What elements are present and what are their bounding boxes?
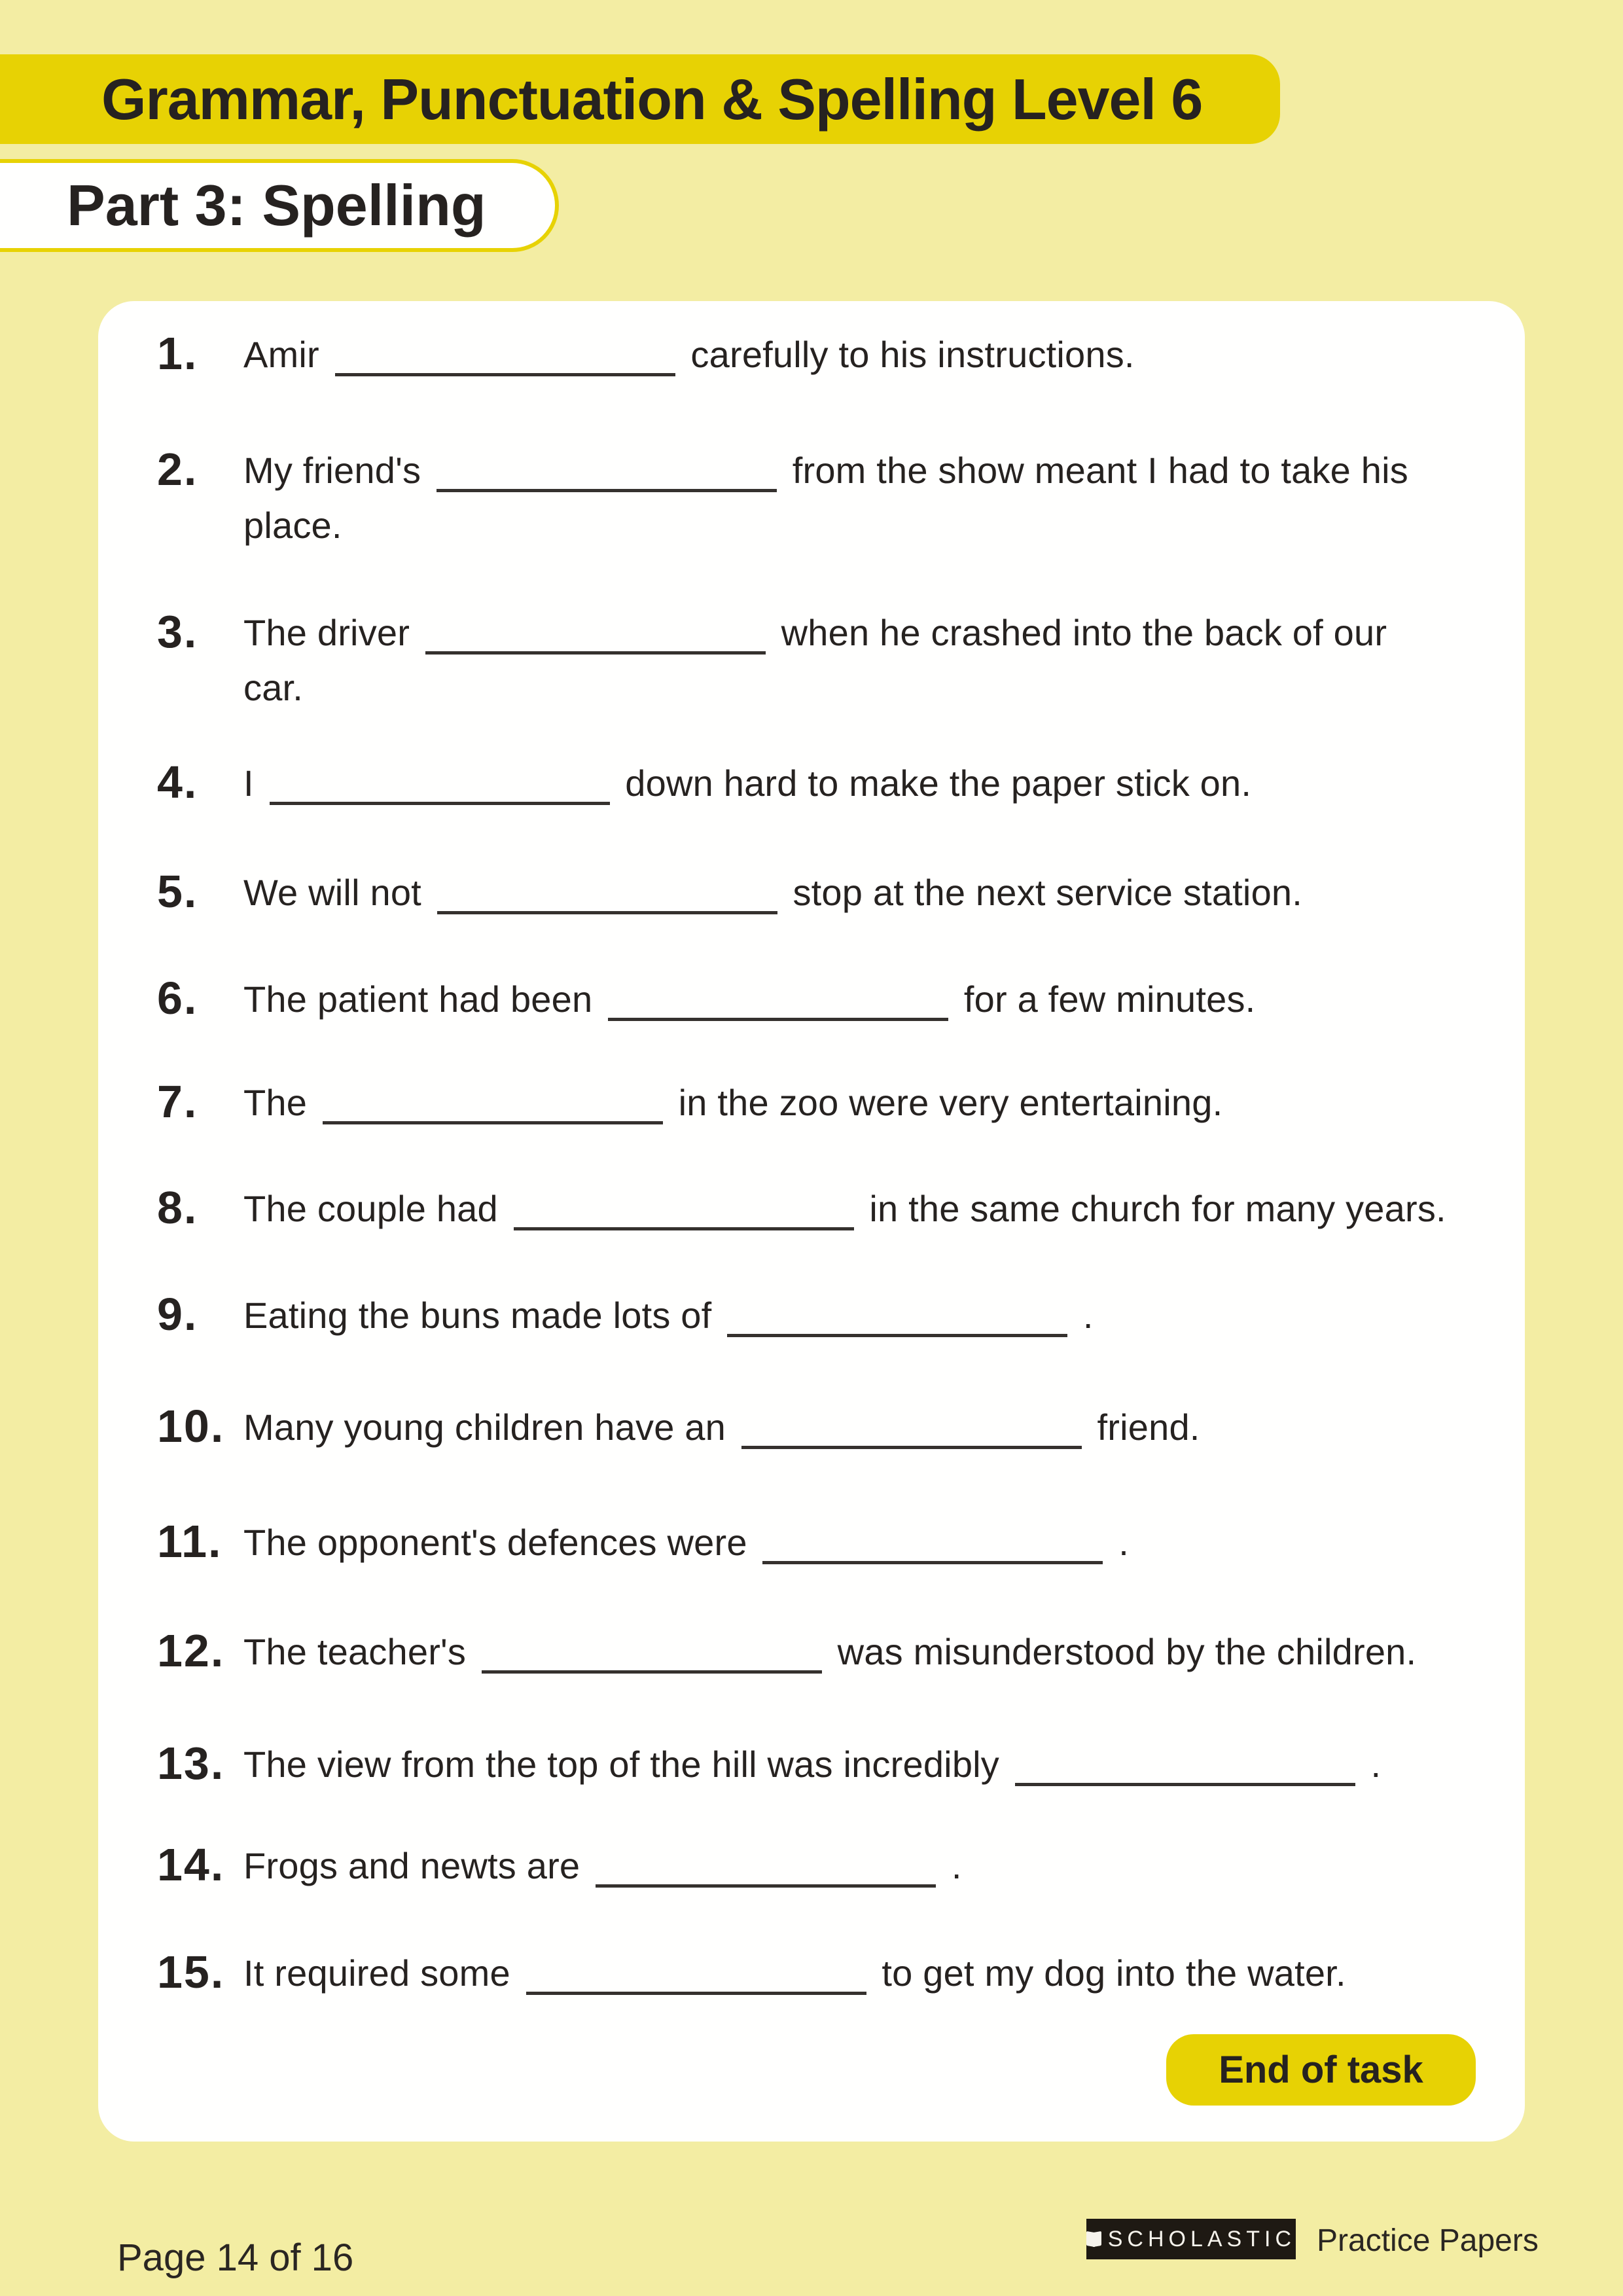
question-text-segment: The teacher's bbox=[243, 1631, 467, 1672]
question-text-segment: in the zoo were very entertaining. bbox=[678, 1082, 1223, 1123]
question-row bbox=[157, 756, 1492, 811]
question-text bbox=[243, 1624, 1492, 1679]
question-text-segment: . bbox=[1118, 1522, 1129, 1563]
question-row bbox=[157, 1400, 1492, 1455]
question-number: 2. bbox=[157, 444, 198, 495]
question-text-segment: My friend's bbox=[243, 450, 421, 491]
question-text-segment: for a few minutes. bbox=[963, 978, 1256, 1020]
question-number: 4. bbox=[157, 757, 198, 808]
part-heading-pill bbox=[0, 159, 559, 252]
question-row bbox=[157, 1839, 1492, 1893]
question-text-segment: stop at the next service station. bbox=[793, 872, 1303, 913]
question-number: 9. bbox=[157, 1289, 198, 1340]
question-text-segment: when he crashed into the back of our bbox=[781, 612, 1387, 653]
question-row bbox=[157, 972, 1492, 1027]
question-text-segment: The couple had bbox=[243, 1188, 498, 1229]
question-number: 5. bbox=[157, 866, 198, 917]
question-text bbox=[243, 605, 1492, 715]
question-text-segment: The driver bbox=[243, 612, 410, 653]
page-number-label: Page 14 of 16 bbox=[117, 2236, 354, 2279]
question-text-segment: to get my dog into the water. bbox=[882, 1952, 1346, 1994]
end-of-task-button[interactable]: End of task bbox=[1166, 2034, 1476, 2106]
question-number: 12. bbox=[157, 1625, 225, 1676]
scholastic-logo bbox=[1086, 2219, 1296, 2259]
answer-blank[interactable] bbox=[596, 1846, 936, 1888]
question-text-segment: The view from the top of the hill was incredibly bbox=[243, 1744, 1000, 1785]
question-text bbox=[243, 1075, 1492, 1130]
question-row bbox=[157, 1737, 1492, 1792]
question-text-segment: It required some bbox=[243, 1952, 510, 1994]
question-row bbox=[157, 865, 1492, 920]
questions-card bbox=[98, 301, 1525, 2142]
question-text-segment: The bbox=[243, 1082, 308, 1123]
question-text bbox=[243, 1515, 1492, 1570]
answer-blank[interactable] bbox=[335, 335, 675, 376]
question-text-segment: . bbox=[1082, 1295, 1094, 1336]
question-text-segment: friend. bbox=[1097, 1407, 1200, 1448]
question-text bbox=[243, 327, 1492, 382]
question-text bbox=[243, 1288, 1492, 1343]
question-text-segment: Amir bbox=[243, 334, 319, 375]
question-row bbox=[157, 1075, 1492, 1130]
question-text-segment: down hard to make the paper stick on. bbox=[625, 762, 1252, 804]
question-text-segment: . bbox=[1370, 1744, 1382, 1785]
question-text-segment: place. bbox=[243, 505, 342, 546]
question-number: 14. bbox=[157, 1839, 225, 1890]
question-number: 7. bbox=[157, 1076, 198, 1127]
publisher-name: SCHOLASTIC bbox=[1107, 2226, 1296, 2251]
open-book-icon bbox=[1086, 2232, 1101, 2246]
question-text-segment: carefully to his instructions. bbox=[690, 334, 1135, 375]
answer-blank[interactable] bbox=[437, 873, 777, 914]
question-text-segment: in the same church for many years. bbox=[869, 1188, 1446, 1229]
question-row bbox=[157, 1624, 1492, 1679]
question-text bbox=[243, 1946, 1492, 2001]
answer-blank[interactable] bbox=[526, 1954, 866, 1995]
question-row bbox=[157, 605, 1492, 715]
question-text bbox=[243, 1181, 1492, 1236]
question-text-segment: was misunderstood by the children. bbox=[837, 1631, 1417, 1672]
question-text bbox=[243, 443, 1492, 553]
question-text-segment: car. bbox=[243, 667, 304, 708]
question-row bbox=[157, 1288, 1492, 1343]
question-number: 10. bbox=[157, 1401, 225, 1452]
answer-blank[interactable] bbox=[727, 1296, 1067, 1337]
question-text-segment: Frogs and newts are bbox=[243, 1845, 580, 1886]
question-row bbox=[157, 443, 1492, 553]
answer-blank[interactable] bbox=[425, 613, 766, 655]
question-text bbox=[243, 756, 1492, 811]
question-row bbox=[157, 327, 1492, 382]
question-text bbox=[243, 865, 1492, 920]
question-text-segment: Eating the buns made lots of bbox=[243, 1295, 712, 1336]
question-text-segment: The opponent's defences were bbox=[243, 1522, 747, 1563]
question-text-segment: We will not bbox=[243, 872, 421, 913]
series-label: Practice Papers bbox=[1317, 2223, 1539, 2258]
question-number: 1. bbox=[157, 328, 198, 379]
question-number: 3. bbox=[157, 606, 198, 657]
question-number: 8. bbox=[157, 1182, 198, 1233]
answer-blank[interactable] bbox=[741, 1408, 1082, 1449]
question-text-segment: from the show meant I had to take his bbox=[792, 450, 1408, 491]
answer-blank[interactable] bbox=[482, 1632, 822, 1674]
course-title: Grammar, Punctuation & Spelling Level 6 bbox=[101, 66, 1203, 132]
question-row bbox=[157, 1181, 1492, 1236]
question-text-segment: I bbox=[243, 762, 254, 804]
question-text bbox=[243, 1400, 1492, 1455]
question-row bbox=[157, 1515, 1492, 1570]
question-number: 6. bbox=[157, 973, 198, 1024]
question-text bbox=[243, 1839, 1492, 1893]
answer-blank[interactable] bbox=[514, 1189, 854, 1230]
answer-blank[interactable] bbox=[608, 980, 948, 1021]
answer-blank[interactable] bbox=[762, 1523, 1103, 1564]
question-row bbox=[157, 1946, 1492, 2001]
question-number: 13. bbox=[157, 1738, 225, 1789]
question-text-segment: Many young children have an bbox=[243, 1407, 726, 1448]
question-text-segment: The patient had been bbox=[243, 978, 593, 1020]
answer-blank[interactable] bbox=[437, 451, 777, 492]
question-text bbox=[243, 972, 1492, 1027]
question-text-segment: . bbox=[951, 1845, 962, 1886]
question-number: 15. bbox=[157, 1946, 225, 1998]
course-title-banner bbox=[0, 54, 1280, 144]
answer-blank[interactable] bbox=[1015, 1745, 1355, 1786]
question-text bbox=[243, 1737, 1492, 1792]
answer-blank[interactable] bbox=[323, 1083, 663, 1124]
answer-blank[interactable] bbox=[270, 764, 610, 805]
part-title: Part 3: Spelling bbox=[67, 173, 486, 238]
question-number: 11. bbox=[157, 1516, 223, 1567]
